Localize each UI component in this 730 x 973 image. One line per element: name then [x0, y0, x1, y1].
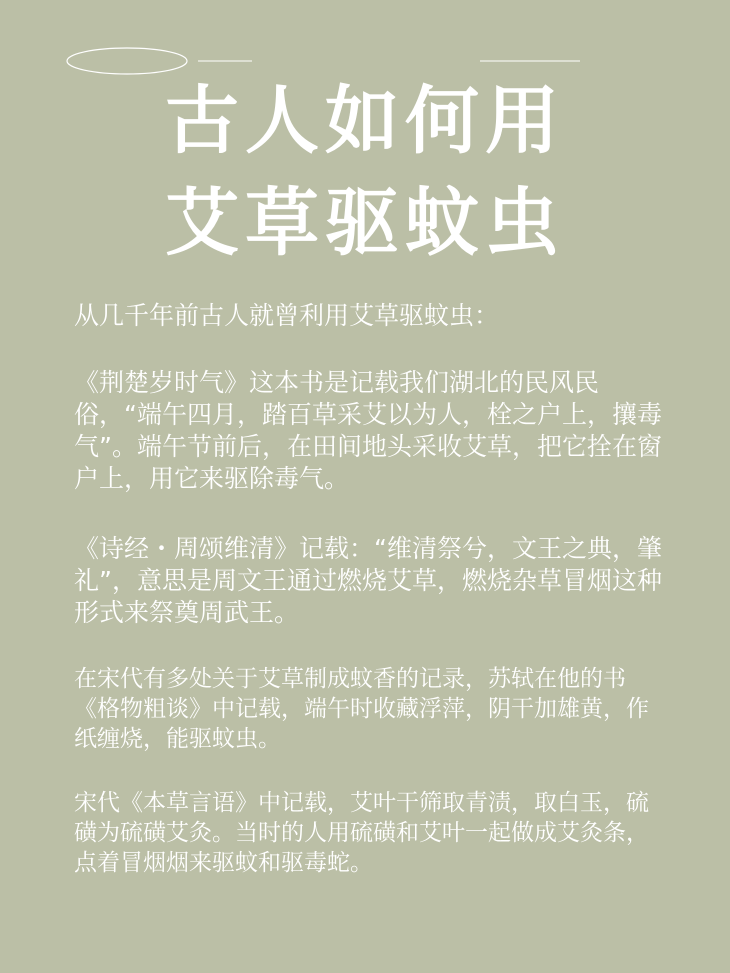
page-title [0, 70, 730, 274]
title-line-2: 艾草驱蚊虫 [165, 180, 565, 266]
paragraph-shijing: 《诗经・周颂维清》记载：“维清祭兮，文王之典，肇礼”，意思是周文王通过燃烧艾草，燃烧杂草冒烟这种形式来祭奠周武王。 [74, 534, 662, 627]
title-line-1: 古人如何用 [165, 78, 565, 164]
paragraph-jingchu: 《荆楚岁时气》这本书是记载我们湖北的民风民俗，“端午四月，踏百草采艾以为人，栓之户上，攘毒气”。端午节前后，在田间地头采收艾草，把它拴在窗户上，用它来驱除毒气。 [74, 368, 662, 493]
paragraph-song-dynasty: 在宋代有多处关于艾草制成蚊香的记录，苏轼在他的书《格物粗谈》中记载，端午时收藏浮萍，阴干加雄黄，作纸缠烧，能驱蚊虫。 [74, 666, 649, 752]
paragraph-intro: 从几千年前古人就曾利用艾草驱蚊虫： [74, 301, 500, 330]
paragraph-bencao: 宋代《本草言语》中记载，艾叶干筛取青渍，取白玉，硫磺为硫磺艾灸。当时的人用硫磺和艾叶一起做成艾灸条，点着冒烟烟来驱蚊和驱毒蛇。 [74, 790, 649, 876]
